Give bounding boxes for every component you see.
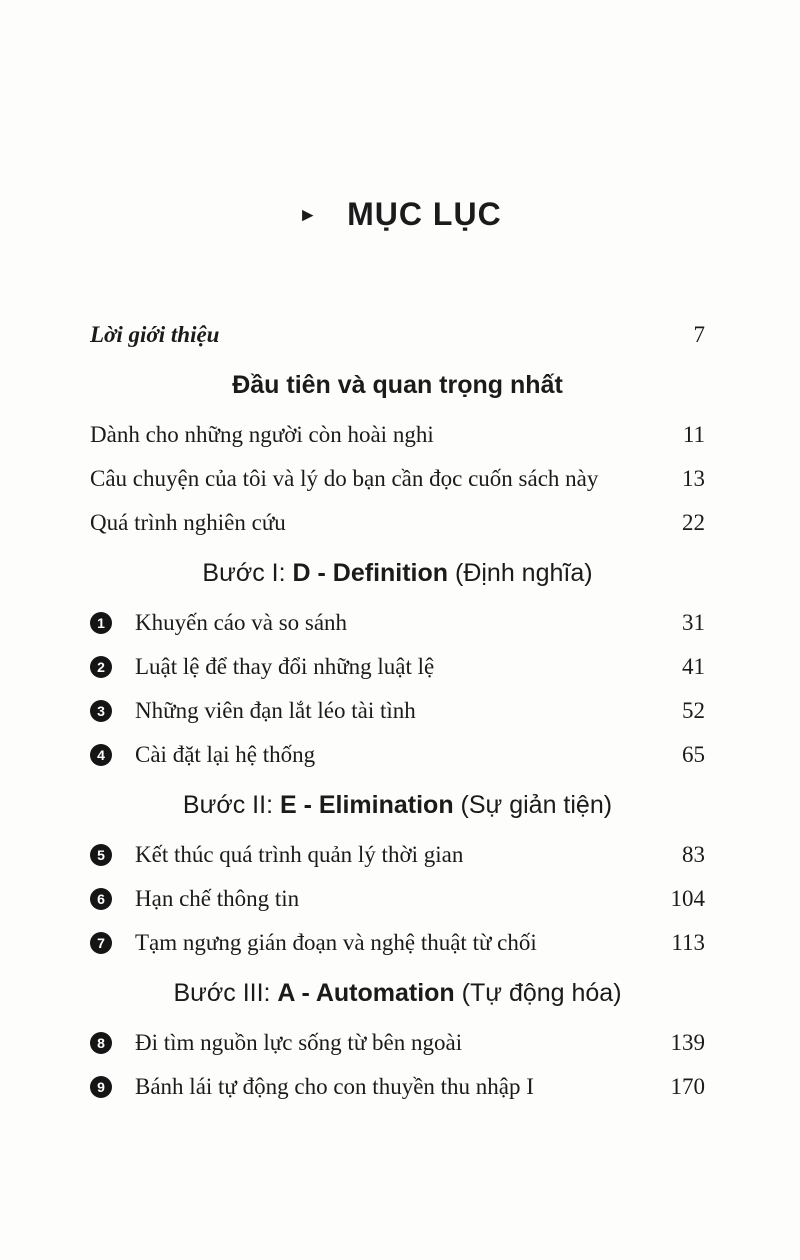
chapter-number-badge: 4	[90, 744, 112, 766]
toc-entry-label: Lời giới thiệu	[90, 322, 220, 347]
chapter-number-badge: 7	[90, 932, 112, 954]
toc-entry	[90, 886, 705, 912]
toc-entry	[90, 510, 705, 536]
heading-prefix: Bước I:	[202, 559, 293, 587]
toc-entry-label: Kết thúc quá trình quản lý thời gian	[135, 842, 464, 867]
page-title-text: MỤC LỤC	[347, 196, 502, 232]
toc-entry-label: Câu chuyện của tôi và lý do bạn cần đọc cuốn sách này	[90, 466, 599, 491]
section-heading-first	[90, 370, 705, 400]
toc-entry-page: 22	[682, 510, 705, 535]
page-title	[0, 196, 800, 233]
toc-entry-label: Tạm ngưng gián đoạn và nghệ thuật từ chối	[135, 930, 537, 955]
toc-entry	[90, 422, 705, 448]
chapter-number-badge: 1	[90, 612, 112, 634]
chapter-number-badge: 6	[90, 888, 112, 910]
toc-entry-label: Những viên đạn lắt léo tài tình	[135, 698, 416, 723]
toc-entry	[90, 930, 705, 956]
heading-strong: Đầu tiên và quan trọng nhất	[232, 371, 563, 399]
toc-entry-page: 170	[670, 1074, 705, 1099]
table-of-contents	[90, 322, 705, 1118]
heading-suffix: (Tự động hóa)	[454, 979, 622, 1007]
toc-entry-label: Bánh lái tự động cho con thuyền thu nhập I	[135, 1074, 534, 1099]
section-heading-step-1	[90, 558, 705, 588]
toc-entry-page: 83	[682, 842, 705, 867]
toc-entry-page: 7	[693, 322, 705, 347]
toc-entry-label: Dành cho những người còn hoài nghi	[90, 422, 434, 447]
toc-entry-label: Luật lệ để thay đổi những luật lệ	[135, 654, 435, 679]
toc-entry	[90, 654, 705, 680]
toc-entry-page: 113	[671, 930, 705, 955]
toc-entry-label: Hạn chế thông tin	[135, 886, 300, 911]
toc-entry-page: 41	[682, 654, 705, 679]
toc-entry	[90, 742, 705, 768]
section-heading-step-2	[90, 790, 705, 820]
heading-suffix: (Định nghĩa)	[448, 559, 593, 587]
toc-entry	[90, 1074, 705, 1100]
triangle-marker-icon: ►	[298, 205, 318, 226]
toc-entry-page: 139	[670, 1030, 705, 1055]
toc-entry-intro	[90, 322, 705, 348]
toc-entry-page: 11	[682, 422, 705, 447]
heading-strong: E - Elimination	[279, 791, 454, 819]
toc-entry-page: 104	[670, 886, 705, 911]
toc-entry	[90, 1030, 705, 1056]
heading-strong: A - Automation	[277, 979, 455, 1007]
heading-prefix: Bước II:	[182, 791, 280, 819]
chapter-number-badge: 2	[90, 656, 112, 678]
chapter-number-badge: 8	[90, 1032, 112, 1054]
section-heading-step-3	[90, 978, 705, 1008]
toc-entry	[90, 698, 705, 724]
chapter-number-badge: 9	[90, 1076, 112, 1098]
heading-prefix: Bước III:	[173, 979, 278, 1007]
toc-entry-label: Cài đặt lại hệ thống	[135, 742, 316, 767]
toc-entry-page: 65	[682, 742, 705, 767]
toc-entry	[90, 610, 705, 636]
toc-entry-label: Đi tìm nguồn lực sống từ bên ngoài	[135, 1030, 463, 1055]
toc-entry	[90, 466, 705, 492]
toc-entry-page: 31	[682, 610, 705, 635]
chapter-number-badge: 5	[90, 844, 112, 866]
toc-entry-page: 13	[682, 466, 705, 491]
chapter-number-badge: 3	[90, 700, 112, 722]
toc-entry-page: 52	[682, 698, 705, 723]
heading-suffix: (Sự giản tiện)	[453, 791, 613, 819]
heading-strong: D - Definition	[292, 559, 449, 587]
toc-entry	[90, 842, 705, 868]
toc-entry-label: Khuyến cáo và so sánh	[135, 610, 348, 635]
toc-entry-label: Quá trình nghiên cứu	[90, 510, 286, 535]
